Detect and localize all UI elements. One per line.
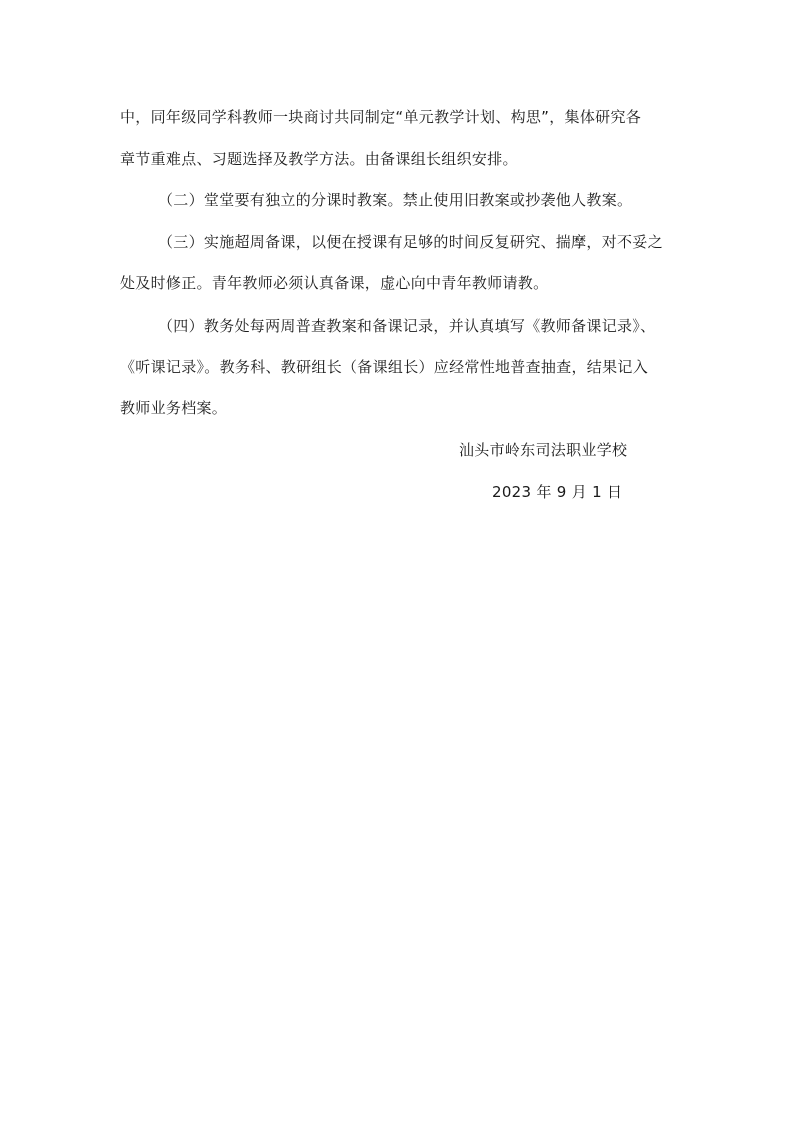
paragraph-line-6: （四）教务处每两周普查教案和备课记录，并认真填写《教师备课记录》、: [158, 317, 656, 335]
paragraph-line-2: 章节重难点、习题选择及教学方法。由备课组长组织安排。: [120, 150, 518, 168]
paragraph-line-5: 处及时修正。青年教师必须认真备课，虚心向中青年教师请教。: [120, 274, 549, 292]
paragraph-line-7: 《听课记录》。教务科、教研组长（备课组长）应经常性地普查抽查，结果记入: [120, 358, 649, 376]
signature-date: 2023 年 9 月 1 日: [492, 483, 623, 501]
signature-school: 汕头市岭东司法职业学校: [459, 441, 628, 459]
paragraph-line-4: （三）实施超周备课，以便在授课有足够的时间反复研究、揣摩，对不妥之: [158, 233, 663, 251]
paragraph-line-3: （二）堂堂要有独立的分课时教案。禁止使用旧教案或抄袭他人教案。: [158, 191, 633, 209]
paragraph-line-8: 教师业务档案。: [120, 399, 228, 417]
paragraph-line-1: 中，同年级同学科教师一块商讨共同制定“单元教学计划、构思”，集体研究各: [120, 108, 642, 126]
